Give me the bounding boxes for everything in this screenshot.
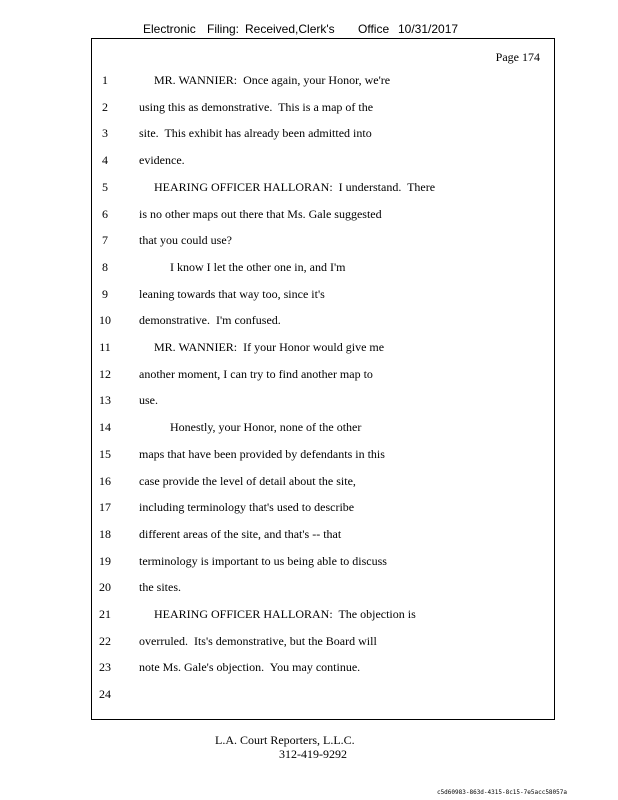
court-reporter-name: L.A. Court Reporters, L.L.C. — [215, 733, 355, 747]
transcript-line — [0, 580, 618, 596]
line-text: HEARING OFFICER HALLORAN: I understand. There — [154, 179, 436, 194]
line-number: 1 — [102, 73, 108, 87]
line-number: 20 — [99, 580, 111, 595]
line-text: using this as demonstrative. This is a map of the — [139, 99, 374, 114]
transcript-line — [0, 100, 618, 116]
line-text: overruled. Its's demonstrative, but the Board will — [139, 633, 377, 648]
line-text: note Ms. Gale's objection. You may continue. — [139, 660, 361, 675]
line-number: 22 — [99, 633, 111, 648]
document-hash: c5d60983-863d-4315-8c15-7e5acc58057a — [436, 789, 567, 796]
line-text: another moment, I can try to find another map to — [139, 366, 373, 381]
transcript-line — [0, 660, 618, 676]
transcript-line — [0, 180, 618, 196]
stamp-electronic: Electronic — [143, 22, 196, 36]
line-number: 15 — [99, 446, 111, 461]
line-text: case provide the level of detail about the site, — [139, 473, 356, 488]
line-number: 10 — [99, 313, 111, 328]
line-text: the sites. — [139, 580, 181, 595]
transcript-line — [0, 500, 618, 516]
transcript-line — [0, 73, 618, 89]
stamp-date: 10/31/2017 — [398, 22, 459, 36]
transcript-line — [0, 527, 618, 543]
line-text: MR. WANNIER: If your Honor would give me — [154, 340, 385, 354]
line-text: leaning towards that way too, since it's — [139, 286, 325, 301]
filing-stamp — [0, 22, 618, 38]
line-number: 11 — [99, 340, 111, 354]
transcript-line — [0, 367, 618, 383]
line-text: that you could use? — [139, 233, 232, 248]
line-number: 8 — [102, 259, 108, 274]
line-number: 18 — [99, 526, 111, 541]
transcript-line — [0, 207, 618, 223]
line-number: 2 — [102, 99, 108, 114]
transcript-line — [0, 233, 618, 249]
line-number: 5 — [102, 179, 108, 194]
line-number: 6 — [102, 206, 108, 221]
transcript-line — [0, 474, 618, 490]
transcript-line — [0, 687, 618, 703]
stamp-received: Received,Clerk's — [245, 22, 335, 36]
line-number: 17 — [99, 500, 111, 515]
line-text: Honestly, your Honor, none of the other — [170, 420, 362, 435]
court-reporter-phone: 312-419-9292 — [279, 747, 347, 761]
line-number: 4 — [102, 153, 108, 168]
line-number: 21 — [99, 607, 111, 621]
transcript-line — [0, 447, 618, 463]
line-text: MR. WANNIER: Once again, your Honor, we're — [154, 73, 391, 87]
transcript-line — [0, 153, 618, 169]
line-number: 14 — [99, 420, 111, 435]
transcript-line — [0, 260, 618, 276]
line-text: including terminology that's used to describe — [139, 500, 355, 515]
line-number: 23 — [99, 660, 111, 675]
line-text: site. This exhibit has already been admitted into — [139, 126, 372, 141]
stamp-office: Office — [358, 22, 390, 36]
line-text: use. — [139, 393, 158, 408]
line-number: 12 — [99, 366, 111, 381]
line-text: is no other maps out there that Ms. Gale suggested — [139, 206, 382, 221]
transcript-line — [0, 554, 618, 570]
line-text: terminology is important to us being able to discuss — [139, 553, 387, 568]
line-number: 16 — [99, 473, 111, 488]
transcript-line — [0, 340, 618, 356]
transcript-line — [0, 313, 618, 329]
transcript-line — [0, 287, 618, 303]
transcript-line — [0, 393, 618, 409]
transcript-line — [0, 126, 618, 142]
line-text: HEARING OFFICER HALLORAN: The objection is — [154, 607, 416, 621]
line-number: 7 — [102, 233, 108, 248]
line-text: demonstrative. I'm confused. — [139, 313, 281, 328]
line-text: different areas of the site, and that's -- that — [139, 526, 342, 541]
line-text: maps that have been provided by defendants in this — [139, 446, 385, 461]
page-number: Page 174 — [495, 50, 540, 64]
line-text: I know I let the other one in, and I'm — [170, 259, 346, 274]
line-number: 13 — [99, 393, 111, 408]
line-number: 24 — [99, 687, 111, 702]
line-number: 3 — [102, 126, 108, 141]
line-number: 9 — [102, 286, 108, 301]
transcript-line — [0, 634, 618, 650]
stamp-filing: Filing: — [207, 22, 240, 36]
transcript-line — [0, 420, 618, 436]
line-number: 19 — [99, 553, 111, 568]
line-text: evidence. — [139, 153, 185, 168]
transcript-line — [0, 607, 618, 623]
